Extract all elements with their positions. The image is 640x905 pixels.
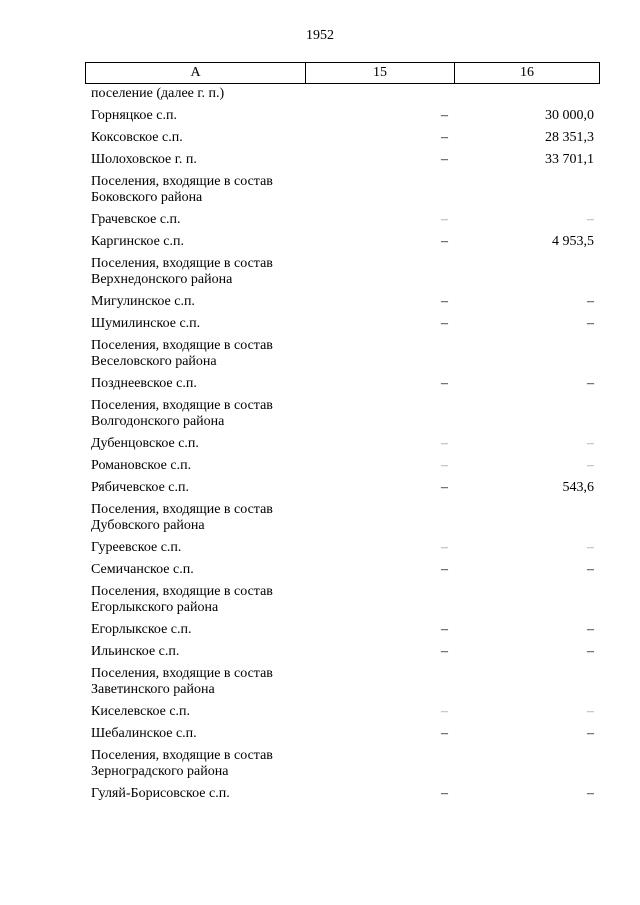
table-row: [85, 619, 600, 641]
value-col-16-cell: 543,6: [562, 480, 594, 495]
value-col-16-cell: 33 701,1: [545, 152, 594, 167]
value-col-16-cell: 28 351,3: [545, 130, 594, 145]
value-col-15-cell: –: [441, 130, 448, 145]
table-row: [85, 291, 600, 313]
table-row: [85, 723, 600, 745]
settlement-name-cell: Поселения, входящие в состав Егорлыкского района: [91, 584, 273, 615]
table-row: [85, 105, 600, 127]
settlement-name-cell: Поселения, входящие в состав Верхнедонского района: [91, 256, 273, 287]
column-header-16: 16: [520, 65, 534, 80]
settlement-name-cell: Ильинское с.п.: [91, 644, 180, 659]
settlement-name-cell: Горняцкое с.п.: [91, 108, 177, 123]
value-col-16-cell: 4 953,5: [552, 234, 594, 249]
settlement-name-cell: Поселения, входящие в состав Веселовского района: [91, 338, 273, 369]
settlement-name-cell: Поселения, входящие в состав Заветинского района: [91, 666, 273, 697]
value-col-15-cell: –: [441, 786, 448, 801]
value-col-15-cell: –: [441, 436, 448, 451]
value-col-16-cell: 30 000,0: [545, 108, 594, 123]
value-col-16-cell: –: [587, 704, 594, 719]
settlement-name-cell: Коксовское с.п.: [91, 130, 183, 145]
value-col-15-cell: –: [441, 644, 448, 659]
settlement-name-cell: Семичанское с.п.: [91, 562, 194, 577]
table-row: [85, 253, 600, 291]
table-row: [85, 127, 600, 149]
table-row: [85, 701, 600, 723]
settlement-name-cell: Гуреевское с.п.: [91, 540, 182, 555]
value-col-16-cell: –: [587, 294, 594, 309]
table-row: [85, 537, 600, 559]
table-body: [85, 85, 600, 805]
settlement-name-cell: Шумилинское с.п.: [91, 316, 201, 331]
settlement-name-cell: Поселения, входящие в состав Боковского района: [91, 174, 273, 205]
page-number: 1952: [306, 28, 334, 43]
table-row: [85, 313, 600, 335]
table-row: [85, 745, 600, 783]
table-row: [85, 209, 600, 231]
table-row: [85, 581, 600, 619]
settlement-name-cell: Шебалинское с.п.: [91, 726, 197, 741]
table-row: [85, 335, 600, 373]
settlement-name-cell: Романовское с.п.: [91, 458, 192, 473]
settlement-name-cell: Позднеевское с.п.: [91, 376, 197, 391]
table-row: [85, 373, 600, 395]
value-col-16-cell: –: [587, 786, 594, 801]
settlement-name-cell: Мигулинское с.п.: [91, 294, 195, 309]
settlement-name-cell: Егорлыкское с.п.: [91, 622, 192, 637]
table-row: [85, 433, 600, 455]
settlement-name-cell: Поселения, входящие в состав Дубовского района: [91, 502, 273, 533]
settlement-name-cell: Гуляй-Борисовское с.п.: [91, 786, 230, 801]
table-row: [85, 663, 600, 701]
value-col-16-cell: –: [587, 644, 594, 659]
settlement-name-cell: Поселения, входящие в состав Зерноградского района: [91, 748, 273, 779]
value-col-15-cell: –: [441, 540, 448, 555]
value-col-16-cell: –: [587, 562, 594, 577]
value-col-15-cell: –: [441, 212, 448, 227]
value-col-15-cell: –: [441, 376, 448, 391]
value-col-16-cell: –: [587, 436, 594, 451]
value-col-16-cell: –: [587, 316, 594, 331]
value-col-15-cell: –: [441, 726, 448, 741]
table-row: [85, 455, 600, 477]
settlement-name-cell: Дубенцовское с.п.: [91, 436, 199, 451]
table-row: [85, 85, 600, 105]
value-col-15-cell: –: [441, 294, 448, 309]
settlement-name-cell: Киселевское с.п.: [91, 704, 191, 719]
settlement-name-cell: поселение (далее г. п.): [91, 86, 225, 101]
table-row: [85, 171, 600, 209]
table-row: [85, 641, 600, 663]
table-row: [85, 499, 600, 537]
value-col-16-cell: –: [587, 458, 594, 473]
table-row: [85, 477, 600, 499]
value-col-15-cell: –: [441, 704, 448, 719]
settlement-name-cell: Рябичевское с.п.: [91, 480, 189, 495]
table-header: [85, 62, 600, 84]
table-row: [85, 149, 600, 171]
value-col-15-cell: –: [441, 562, 448, 577]
value-col-16-cell: –: [587, 212, 594, 227]
settlement-name-cell: Шолоховское г. п.: [91, 152, 197, 167]
value-col-15-cell: –: [441, 108, 448, 123]
value-col-15-cell: –: [441, 622, 448, 637]
value-col-15-cell: –: [441, 234, 448, 249]
table-row: [85, 231, 600, 253]
column-header-a: А: [86, 63, 306, 83]
table-row: [85, 395, 600, 433]
column-header-15: 15: [306, 63, 455, 83]
settlement-name-cell: Грачевское с.п.: [91, 212, 181, 227]
value-col-15-cell: –: [441, 458, 448, 473]
value-col-15-cell: –: [441, 316, 448, 331]
value-col-16-cell: –: [587, 622, 594, 637]
settlement-name-cell: Поселения, входящие в состав Волгодонского района: [91, 398, 273, 429]
table-row: [85, 559, 600, 581]
value-col-15-cell: –: [441, 480, 448, 495]
value-col-15-cell: –: [441, 152, 448, 167]
value-col-16-cell: –: [587, 376, 594, 391]
table-row: [85, 783, 600, 805]
settlement-name-cell: Каргинское с.п.: [91, 234, 184, 249]
value-col-16-cell: –: [587, 540, 594, 555]
value-col-16-cell: –: [587, 726, 594, 741]
